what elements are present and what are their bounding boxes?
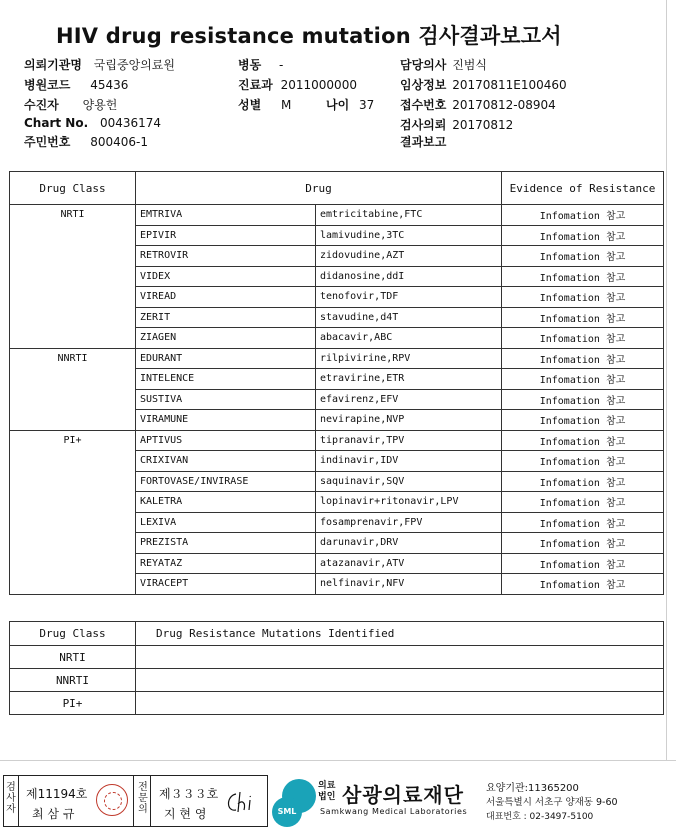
examiner-name: 최 삼 규 — [32, 807, 75, 821]
drug-brand-cell: VIDEX — [136, 266, 316, 287]
evidence-cell: Infomation 참고 — [502, 348, 664, 369]
specialist-name: 지 현 영 — [164, 807, 207, 821]
dept-field — [238, 76, 357, 93]
resident-label: 주민번호 — [24, 135, 71, 149]
institution-field — [24, 56, 175, 73]
examiner-vertical-label — [5, 782, 17, 815]
drug-brand-cell: VIRAMUNE — [136, 410, 316, 431]
drug-generic-cell: atazanavir,ATV — [316, 553, 502, 574]
drug-class-cell: NNRTI — [10, 348, 136, 430]
org-type-bottom: 법인 — [318, 792, 336, 802]
drug-table-header — [10, 172, 664, 205]
drug-generic-cell: etravirine,ETR — [316, 369, 502, 390]
signature-icon — [222, 788, 262, 816]
institution-label: 의뢰기관명 — [24, 58, 82, 72]
mutation-class-cell: NNRTI — [10, 669, 136, 692]
examiner-vlabel-char: 검 — [6, 782, 16, 793]
specialist-license: 제３３３호 — [159, 787, 219, 801]
ward-value: - — [279, 58, 284, 72]
report-field — [400, 133, 448, 150]
org-type — [318, 781, 335, 803]
drug-brand-cell: CRIXIVAN — [136, 451, 316, 472]
evidence-cell: Infomation 참고 — [502, 369, 664, 390]
specialist-vlabel-char: 문 — [138, 793, 148, 804]
drug-brand-cell: PREZISTA — [136, 533, 316, 554]
evidence-cell: Infomation 참고 — [502, 246, 664, 267]
drug-brand-cell: EMTRIVA — [136, 205, 316, 226]
drug-brand-cell: FORTOVASE/INVIRASE — [136, 471, 316, 492]
hospital-code-field — [24, 76, 128, 93]
signature-box — [3, 775, 268, 827]
drug-class-cell: NRTI — [10, 205, 136, 349]
drug-resistance-table — [9, 171, 664, 595]
org-type-top: 의료 — [318, 781, 336, 791]
doctor-value: 진범식 — [452, 58, 487, 72]
ward-field — [238, 56, 283, 73]
drug-brand-cell: APTIVUS — [136, 430, 316, 451]
org-logo-block — [272, 775, 672, 830]
mut-col-mutations: Drug Resistance Mutations Identified — [136, 622, 664, 646]
drug-generic-cell: efavirenz,EFV — [316, 389, 502, 410]
org-name-en: Samkwang Medical Laboratories — [320, 807, 468, 816]
age-label: 나이 — [326, 98, 350, 112]
evidence-cell: Infomation 참고 — [502, 410, 664, 431]
evidence-cell: Infomation 참고 — [502, 533, 664, 554]
age-value: 37 — [359, 98, 375, 112]
mutation-class-cell: PI+ — [10, 692, 136, 715]
drug-brand-cell: LEXIVA — [136, 512, 316, 533]
patient-value: 양용헌 — [82, 98, 118, 112]
evidence-cell: Infomation 참고 — [502, 389, 664, 410]
drug-generic-cell: nevirapine,NVP — [316, 410, 502, 431]
drug-brand-cell: VIREAD — [136, 287, 316, 308]
evidence-cell: Infomation 참고 — [502, 471, 664, 492]
examiner-vlabel-char: 자 — [6, 804, 16, 815]
evidence-cell: Infomation 참고 — [502, 328, 664, 349]
chart-value: 00436174 — [99, 116, 162, 130]
col-drug: Drug — [136, 172, 502, 205]
footer-divider — [0, 760, 676, 761]
sig-divider — [150, 776, 151, 826]
receipt-value: 20170812-08904 — [452, 98, 556, 112]
receipt-field — [400, 96, 556, 113]
mutation-table-header — [10, 622, 664, 646]
evidence-cell: Infomation 참고 — [502, 307, 664, 328]
specialist-vlabel-char: 전 — [138, 782, 148, 793]
org-name: 삼광의료재단 — [342, 783, 464, 807]
evidence-cell: Infomation 참고 — [502, 574, 664, 595]
evidence-cell: Infomation 참고 — [502, 430, 664, 451]
drug-generic-cell: lopinavir+ritonavir,LPV — [316, 492, 502, 513]
sex-field — [238, 96, 291, 113]
col-drug-class: Drug Class — [10, 172, 136, 205]
evidence-cell: Infomation 참고 — [502, 492, 664, 513]
drug-brand-cell: ZERIT — [136, 307, 316, 328]
request-field — [400, 116, 513, 133]
drug-brand-cell: SUSTIVA — [136, 389, 316, 410]
evidence-cell: Infomation 참고 — [502, 451, 664, 472]
drug-generic-cell: fosamprenavir,FPV — [316, 512, 502, 533]
sml-logo-badge: SML — [272, 797, 302, 827]
patient-label: 수진자 — [24, 98, 59, 112]
age-field — [326, 96, 374, 113]
evidence-cell: Infomation 참고 — [502, 205, 664, 226]
drug-class-cell: PI+ — [10, 430, 136, 594]
drug-generic-cell: stavudine,d4T — [316, 307, 502, 328]
drug-generic-cell: emtricitabine,FTC — [316, 205, 502, 226]
drug-generic-cell: zidovudine,AZT — [316, 246, 502, 267]
evidence-cell: Infomation 참고 — [502, 225, 664, 246]
patient-field — [24, 96, 117, 113]
col-evidence: Evidence of Resistance — [502, 172, 664, 205]
request-label: 검사의뢰 — [400, 118, 447, 132]
mutation-row — [10, 669, 664, 692]
institution-value: 국립중앙의료원 — [93, 58, 175, 72]
report-label: 결과보고 — [400, 135, 447, 149]
drug-generic-cell: nelfinavir,NFV — [316, 574, 502, 595]
specialist-vertical-label — [137, 782, 149, 815]
drug-generic-cell: saquinavir,SQV — [316, 471, 502, 492]
chart-label: Chart No. — [24, 116, 89, 130]
request-value: 20170812 — [452, 118, 514, 132]
drug-brand-cell: KALETRA — [136, 492, 316, 513]
hospital-code-value: 45436 — [90, 78, 129, 92]
sig-divider — [18, 776, 19, 826]
mutation-value-cell — [136, 692, 664, 715]
sex-value: M — [281, 98, 292, 112]
specialist-vlabel-char: 의 — [138, 804, 148, 815]
dept-label: 진료과 — [238, 78, 273, 92]
doctor-label: 담당의사 — [400, 58, 447, 72]
drug-brand-cell: ZIAGEN — [136, 328, 316, 349]
drug-brand-cell: RETROVIR — [136, 246, 316, 267]
evidence-cell: Infomation 참고 — [502, 553, 664, 574]
clinical-field — [400, 76, 567, 93]
report-title: HIV drug resistance mutation 검사결과보고서 — [56, 24, 562, 48]
drug-row — [10, 205, 664, 226]
resident-value: 800406-1 — [90, 135, 148, 149]
drug-generic-cell: rilpivirine,RPV — [316, 348, 502, 369]
evidence-cell: Infomation 참고 — [502, 266, 664, 287]
org-phone: 대표번호 : 02-3497-5100 — [486, 812, 594, 822]
ward-label: 병동 — [238, 58, 262, 72]
mutation-value-cell — [136, 669, 664, 692]
page-edge-rule — [666, 0, 667, 760]
drug-brand-cell: EPIVIR — [136, 225, 316, 246]
drug-brand-cell: VIRACEPT — [136, 574, 316, 595]
drug-generic-cell: abacavir,ABC — [316, 328, 502, 349]
receipt-label: 접수번호 — [400, 98, 447, 112]
drug-row — [10, 348, 664, 369]
chart-field — [24, 116, 161, 130]
drug-generic-cell: darunavir,DRV — [316, 533, 502, 554]
mutation-value-cell — [136, 646, 664, 669]
care-code: 요양기관:11365200 — [486, 783, 579, 794]
seal-icon — [96, 784, 128, 816]
mut-col-class: Drug Class — [10, 622, 136, 646]
hospital-code-label: 병원코드 — [24, 78, 71, 92]
dept-value: 2011000000 — [280, 78, 357, 92]
doctor-field — [400, 56, 487, 73]
mutation-row — [10, 646, 664, 669]
clinical-value: 20170811E100460 — [452, 78, 567, 92]
drug-brand-cell: EDURANT — [136, 348, 316, 369]
sex-label: 성별 — [238, 98, 262, 112]
drug-brand-cell: INTELENCE — [136, 369, 316, 390]
drug-generic-cell: didanosine,ddI — [316, 266, 502, 287]
resident-field — [24, 133, 148, 150]
drug-generic-cell: lamivudine,3TC — [316, 225, 502, 246]
clinical-label: 임상정보 — [400, 78, 447, 92]
mutation-class-cell: NRTI — [10, 646, 136, 669]
evidence-cell: Infomation 참고 — [502, 287, 664, 308]
drug-generic-cell: indinavir,IDV — [316, 451, 502, 472]
examiner-vlabel-char: 사 — [6, 793, 16, 804]
mutation-table — [9, 621, 664, 715]
evidence-cell: Infomation 참고 — [502, 512, 664, 533]
org-address: 서울특별시 서초구 양재동 9-60 — [486, 797, 618, 808]
drug-generic-cell: tenofovir,TDF — [316, 287, 502, 308]
drug-brand-cell: REYATAZ — [136, 553, 316, 574]
drug-row — [10, 430, 664, 451]
sig-divider — [133, 776, 134, 826]
drug-generic-cell: tipranavir,TPV — [316, 430, 502, 451]
examiner-license: 제11194호 — [26, 787, 88, 801]
mutation-row — [10, 692, 664, 715]
